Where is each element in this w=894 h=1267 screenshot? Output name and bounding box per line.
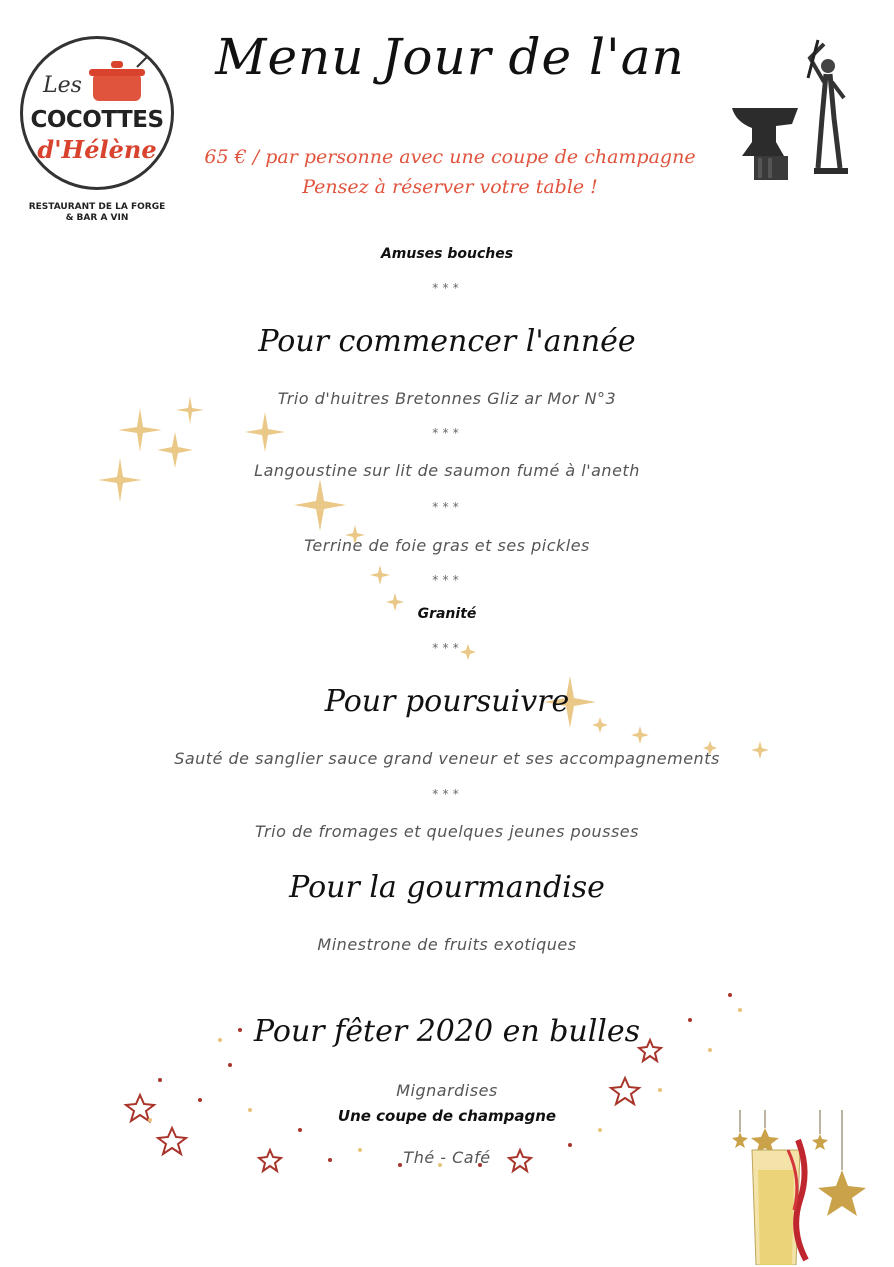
reservation-note: Pensez à réserver votre table !	[302, 176, 598, 198]
section-title-celebration: Pour fêter 2020 en bulles	[253, 1014, 641, 1049]
price-line: 65 € / par personne avec une coupe de champagne	[204, 146, 696, 168]
dish-minestrone: Minestrone de fruits exotiques	[317, 935, 577, 954]
item-champagne: Une coupe de champagne	[337, 1107, 557, 1125]
separator: ***	[431, 500, 463, 514]
dish-foie-gras: Terrine de foie gras et ses pickles	[304, 536, 590, 555]
logo-owner: d'Hélène	[37, 135, 157, 164]
separator: ***	[431, 573, 463, 587]
section-title-starter: Pour commencer l'année	[258, 324, 636, 359]
price-info	[150, 142, 750, 202]
separator: ***	[431, 641, 463, 655]
separator: ***	[431, 426, 463, 440]
item-tea-coffee: Thé - Café	[403, 1148, 491, 1167]
section-title-dessert: Pour la gourmandise	[289, 870, 605, 905]
dish-wild-boar: Sauté de sanglier sauce grand veneur et ses accompagnements	[174, 749, 720, 768]
amuses-bouches: Amuses bouches	[380, 246, 514, 262]
dish-langoustine: Langoustine sur lit de saumon fumé à l'aneth	[254, 461, 640, 480]
menu-title: Menu Jour de l'an	[215, 28, 685, 86]
logo-les-text: Les	[43, 73, 82, 98]
separator: ***	[431, 787, 463, 801]
separator: ***	[431, 281, 463, 295]
cooking-pot-icon	[87, 55, 149, 105]
dish-oysters: Trio d'huitres Bretonnes Gliz ar Mor N°3	[277, 389, 617, 408]
champagne-glass-illustration	[730, 1110, 890, 1265]
section-title-main: Pour poursuivre	[324, 684, 570, 719]
logo-name: COCOTTES	[30, 107, 164, 133]
item-mignardises: Mignardises	[396, 1081, 498, 1100]
dish-cheese: Trio de fromages et quelques jeunes pousses	[255, 822, 639, 841]
granite: Granité	[417, 606, 477, 622]
logo-tagline	[20, 202, 174, 224]
logo-tagline-1: RESTAURANT DE LA FORGE	[28, 202, 166, 212]
logo-tagline-2: & BAR A VIN	[65, 213, 129, 223]
